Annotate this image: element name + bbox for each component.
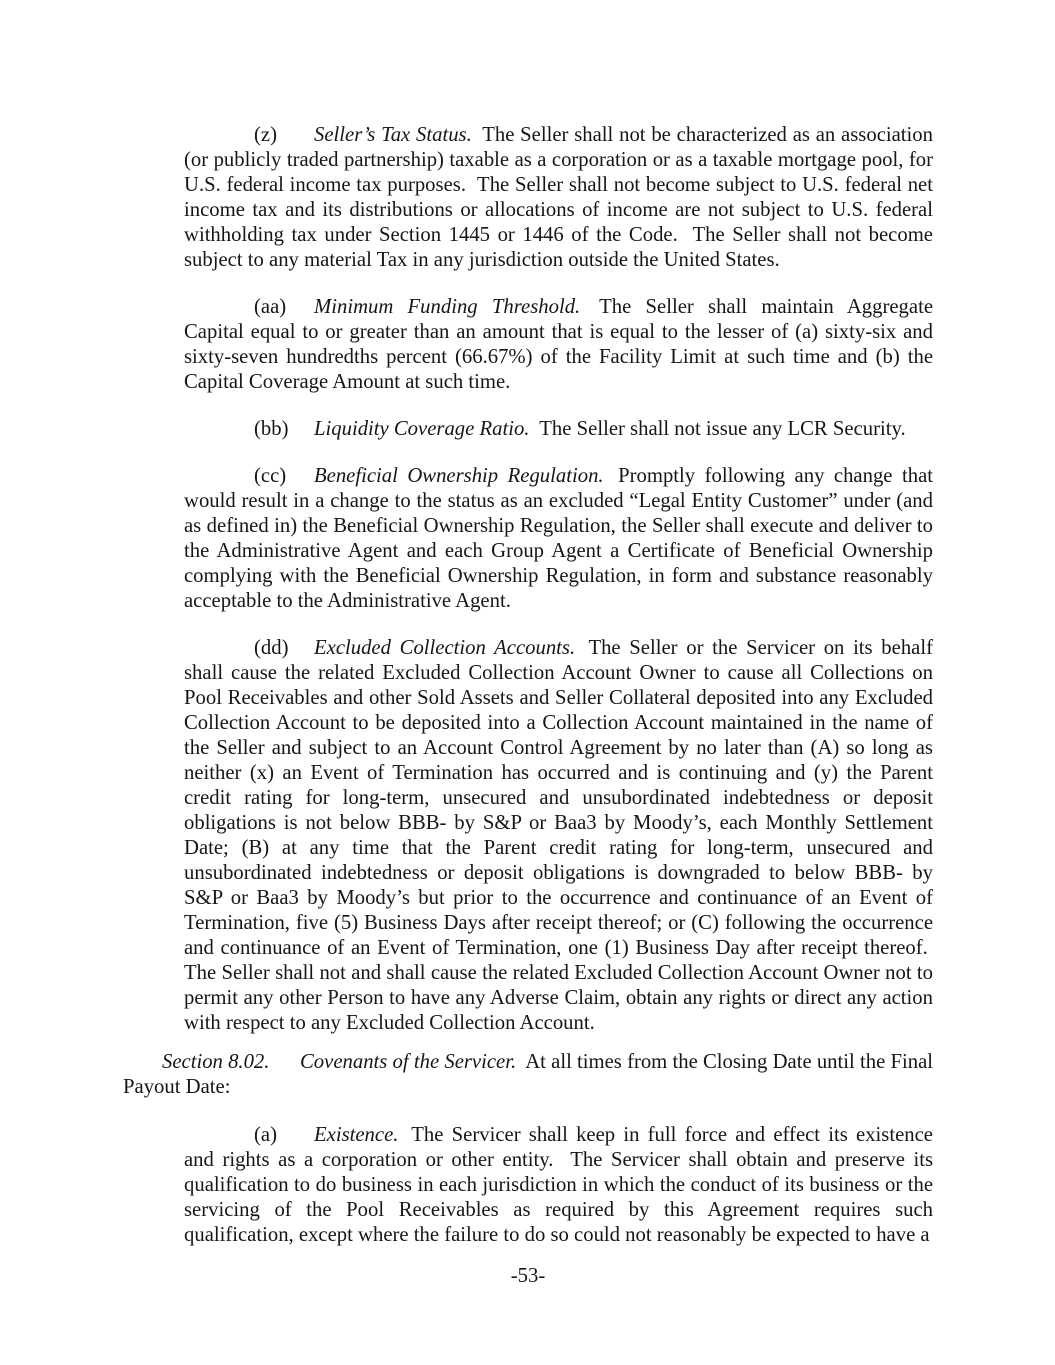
paragraph-heading: Liquidity Coverage Ratio. — [314, 418, 530, 440]
paragraph-label: (aa) — [254, 296, 287, 318]
paragraph-cc — [184, 464, 933, 614]
paragraph-body: The Seller shall not be characterized as an association (or publicly traded partnership) taxable as a corporation or as a taxable mortgage pool, for U.S. federal income tax purposes. The Seller shall not become subject to U.S. federal net income tax and its distributions or allocations of income are not subject to U.S. federal withholding tax under Section 1445 or 1446 of the Code. The Seller shall not become subject to any material Tax in any jurisdiction outside the United States. — [184, 124, 933, 271]
paragraph-label: (bb) — [254, 418, 289, 440]
paragraph-bb — [184, 417, 933, 442]
paragraph-body: The Seller shall maintain Aggregate Capital equal to or greater than an amount that is equal to the lesser of (a) sixty-six and sixty-seven hundredths percent (66.67%) of the Facility Limit at such time and (b) the Capital Coverage Amount at such time. — [184, 296, 933, 393]
paragraph-body: The Seller shall not issue any LCR Security. — [539, 418, 906, 440]
paragraph-dd — [184, 636, 933, 1036]
section-heading: Covenants of the Servicer. — [300, 1051, 517, 1073]
section-number: Section 8.02. — [162, 1051, 270, 1073]
paragraph-heading: Excluded Collection Accounts. — [314, 637, 576, 659]
paragraph-label: (cc) — [254, 465, 287, 487]
paragraph-label: (dd) — [254, 637, 289, 659]
paragraph-body: The Seller or the Servicer on its behalf shall cause the related Excluded Collection Account Owner to cause all Collections on Pool Receivables and other Sold Assets and Seller Collateral deposited into any Excluded Collection Account to be deposited into a Collection Account maintained in the name of the Seller and subject to an Account Control Agreement by no later than (A) so long as neither (x) an Event of Termination has occurred and is continuing and (y) the Parent credit rating for long-term, unsecured and unsubordinated indebtedness or deposit obligations is not below BBB- by S&P or Baa3 by Moody’s, each Monthly Settlement Date; (B) at any time that the Parent credit rating for long-term, unsecured and unsubordinated indebtedness or deposit obligations is downgraded to below BBB- by S&P or Baa3 by Moody’s but prior to the occurrence and continuance of an Event of Termination, five (5) Business Days after receipt thereof; or (C) following the occurrence and continuance of an Event of Termination, one (1) Business Day after receipt thereof. The Seller shall not and shall cause the related Excluded Collection Account Owner not to permit any other Person to have any Adverse Claim, obtain any rights or direct any action with respect to any Excluded Collection Account. — [184, 637, 933, 1034]
paragraph-aa — [184, 295, 933, 395]
paragraph-heading: Beneficial Ownership Regulation. — [314, 465, 604, 487]
paragraph-a — [184, 1123, 933, 1248]
paragraph-body: Promptly following any change that would result in a change to the status as an excluded “Legal Entity Customer” under (and as defined in) the Beneficial Ownership Regulation, the Seller shall execute and deliver to the Administrative Agent and each Group Agent a Certificate of Beneficial Ownership complying with the Beneficial Ownership Regulation, in form and substance reasonably acceptable to the Administrative Agent. — [184, 465, 934, 612]
paragraph-z — [184, 123, 933, 273]
paragraph-label: (z) — [254, 124, 277, 146]
paragraph-heading: Existence. — [314, 1124, 399, 1146]
paragraph-label: (a) — [254, 1124, 277, 1146]
paragraph-heading: Seller’s Tax Status. — [314, 124, 472, 146]
page-number-text: -53- — [510, 1265, 546, 1287]
section-8-02-paragraph — [123, 1050, 933, 1100]
page-number — [123, 1264, 933, 1289]
paragraph-heading: Minimum Funding Threshold. — [314, 296, 581, 318]
paragraph-body: The Servicer shall keep in full force and effect its existence and rights as a corporation or other entity. The Servicer shall obtain and preserve its qualification to do business in each jurisdiction in which the conduct of its business or the servicing of the Pool Receivables as required by this Agreement requires such qualification, except where the failure to do so could not reasonably be expected to have a — [184, 1124, 933, 1246]
section-body: At all times from the Closing Date until the Final Payout Date: — [123, 1051, 933, 1098]
